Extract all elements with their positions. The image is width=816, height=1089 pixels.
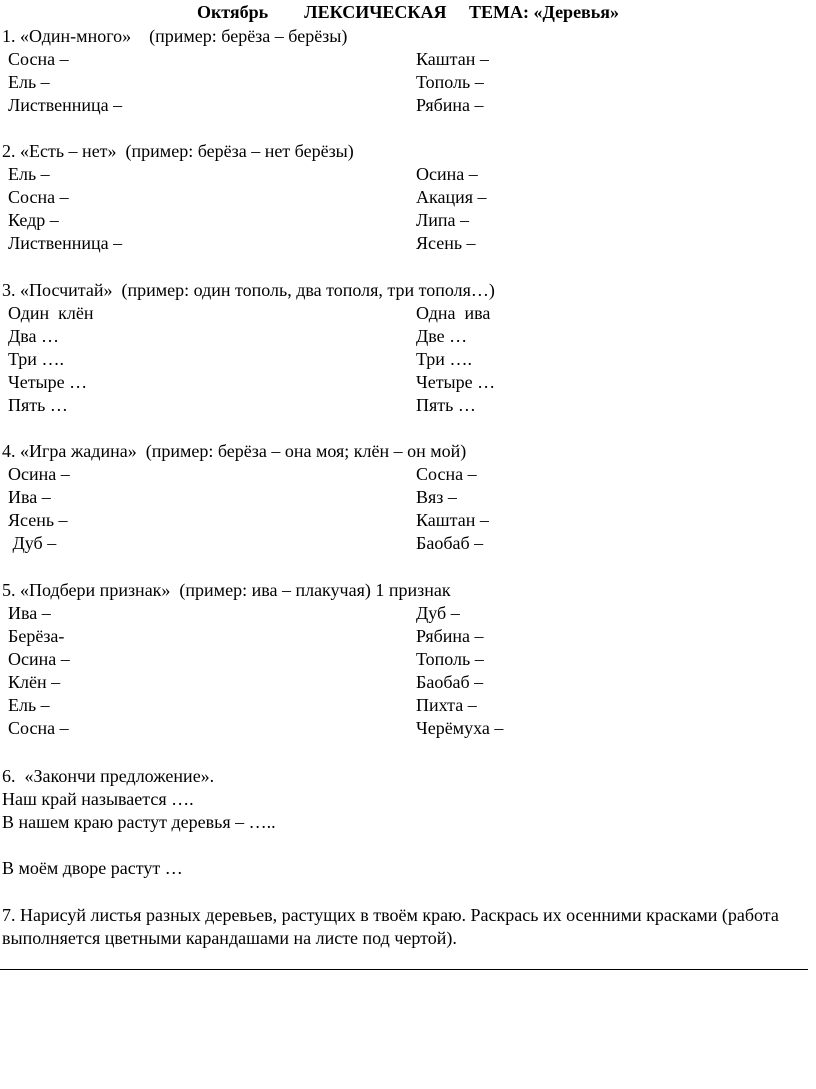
section-1-row	[0, 94, 816, 117]
right-word: Каштан –	[416, 510, 489, 530]
section-3-row	[0, 325, 816, 348]
right-word: Ясень –	[416, 233, 476, 253]
sentence-line: В моём дворе растут …	[2, 858, 183, 878]
section-1-row	[0, 48, 816, 71]
section-3-row	[0, 394, 816, 417]
left-word: Берёза-	[8, 626, 65, 646]
section-5-row	[0, 694, 816, 717]
left-word: Пять …	[8, 395, 68, 415]
left-word: Ива –	[8, 487, 51, 507]
section-3-row	[0, 302, 816, 325]
page-title: Октябрь ЛЕКСИЧЕСКАЯ ТЕМА: «Деревья»	[196, 2, 620, 22]
right-word: Четыре …	[416, 372, 496, 392]
right-word: Пять …	[416, 395, 476, 415]
left-word: Осина –	[8, 649, 70, 669]
right-word: Каштан –	[416, 49, 489, 69]
right-word: Рябина –	[416, 95, 484, 115]
left-word: Сосна –	[8, 718, 69, 738]
left-word: Четыре …	[8, 372, 88, 392]
section-2-heading: 2. «Есть – нет» (пример: берёза – нет берёзы)	[2, 141, 354, 161]
section-2-row	[0, 186, 816, 209]
left-word: Клён –	[8, 672, 61, 692]
section-2-row	[0, 163, 816, 186]
section-4-row	[0, 486, 816, 509]
right-word: Баобаб –	[416, 672, 484, 692]
section-3-row	[0, 348, 816, 371]
right-word: Черёмуха –	[416, 718, 504, 738]
right-word: Вяз –	[416, 487, 457, 507]
left-word: Сосна –	[8, 187, 69, 207]
section-4-row	[0, 532, 816, 555]
section-3-heading: 3. «Посчитай» (пример: один тополь, два тополя, три тополя…)	[2, 280, 495, 300]
right-word: Липа –	[416, 210, 469, 230]
right-word: Три ….	[416, 349, 472, 369]
section-7-text: 7. Нарисуй листья разных деревьев, растущих в твоём краю. Раскрась их осенними красками (работа выполняется цветными карандашами на листе под чертой).	[2, 905, 779, 948]
section-5-row	[0, 625, 816, 648]
left-word: Ясень –	[8, 510, 68, 530]
left-word: Ива –	[8, 603, 51, 623]
section-5-row	[0, 717, 816, 740]
right-word: Рябина –	[416, 626, 484, 646]
section-6-heading: 6. «Закончи предложение».	[2, 766, 215, 786]
section-5-row	[0, 648, 816, 671]
left-word: Дуб –	[8, 533, 57, 553]
right-word: Сосна –	[416, 464, 477, 484]
left-word: Осина –	[8, 464, 70, 484]
section-4-row	[0, 463, 816, 486]
section-4-heading: 4. «Игра жадина» (пример: берёза – она моя; клён – он мой)	[2, 441, 467, 461]
left-word: Кедр –	[8, 210, 59, 230]
right-word: Акация –	[416, 187, 487, 207]
left-word: Один клён	[8, 303, 94, 323]
section-1-row	[0, 71, 816, 94]
left-word: Ель –	[8, 164, 50, 184]
right-word: Дуб –	[416, 603, 460, 623]
section-5-row	[0, 602, 816, 625]
section-5-heading: 5. «Подбери признак» (пример: ива – плакучая) 1 признак	[2, 580, 451, 600]
right-word: Одна ива	[416, 303, 491, 323]
right-word: Две …	[416, 326, 468, 346]
section-4-row	[0, 509, 816, 532]
section-3-row	[0, 371, 816, 394]
left-word: Два …	[8, 326, 60, 346]
left-word: Лиственница –	[8, 233, 123, 253]
right-word: Тополь –	[416, 72, 484, 92]
sentence-line: В нашем краю растут деревья – …..	[2, 812, 276, 832]
left-word: Ель –	[8, 72, 50, 92]
section-2-row	[0, 209, 816, 232]
right-word: Осина –	[416, 164, 478, 184]
section-1-heading: 1. «Один-много» (пример: берёза – берёзы)	[2, 26, 348, 46]
section-2-row	[0, 232, 816, 255]
left-word: Три ….	[8, 349, 64, 369]
left-word: Сосна –	[8, 49, 69, 69]
sentence-line: Наш край называется ….	[2, 789, 194, 809]
right-word: Баобаб –	[416, 533, 484, 553]
right-word: Тополь –	[416, 649, 484, 669]
left-word: Ель –	[8, 695, 50, 715]
section-5-row	[0, 671, 816, 694]
left-word: Лиственница –	[8, 95, 123, 115]
right-word: Пихта –	[416, 695, 477, 715]
drawing-divider-line	[0, 969, 808, 970]
